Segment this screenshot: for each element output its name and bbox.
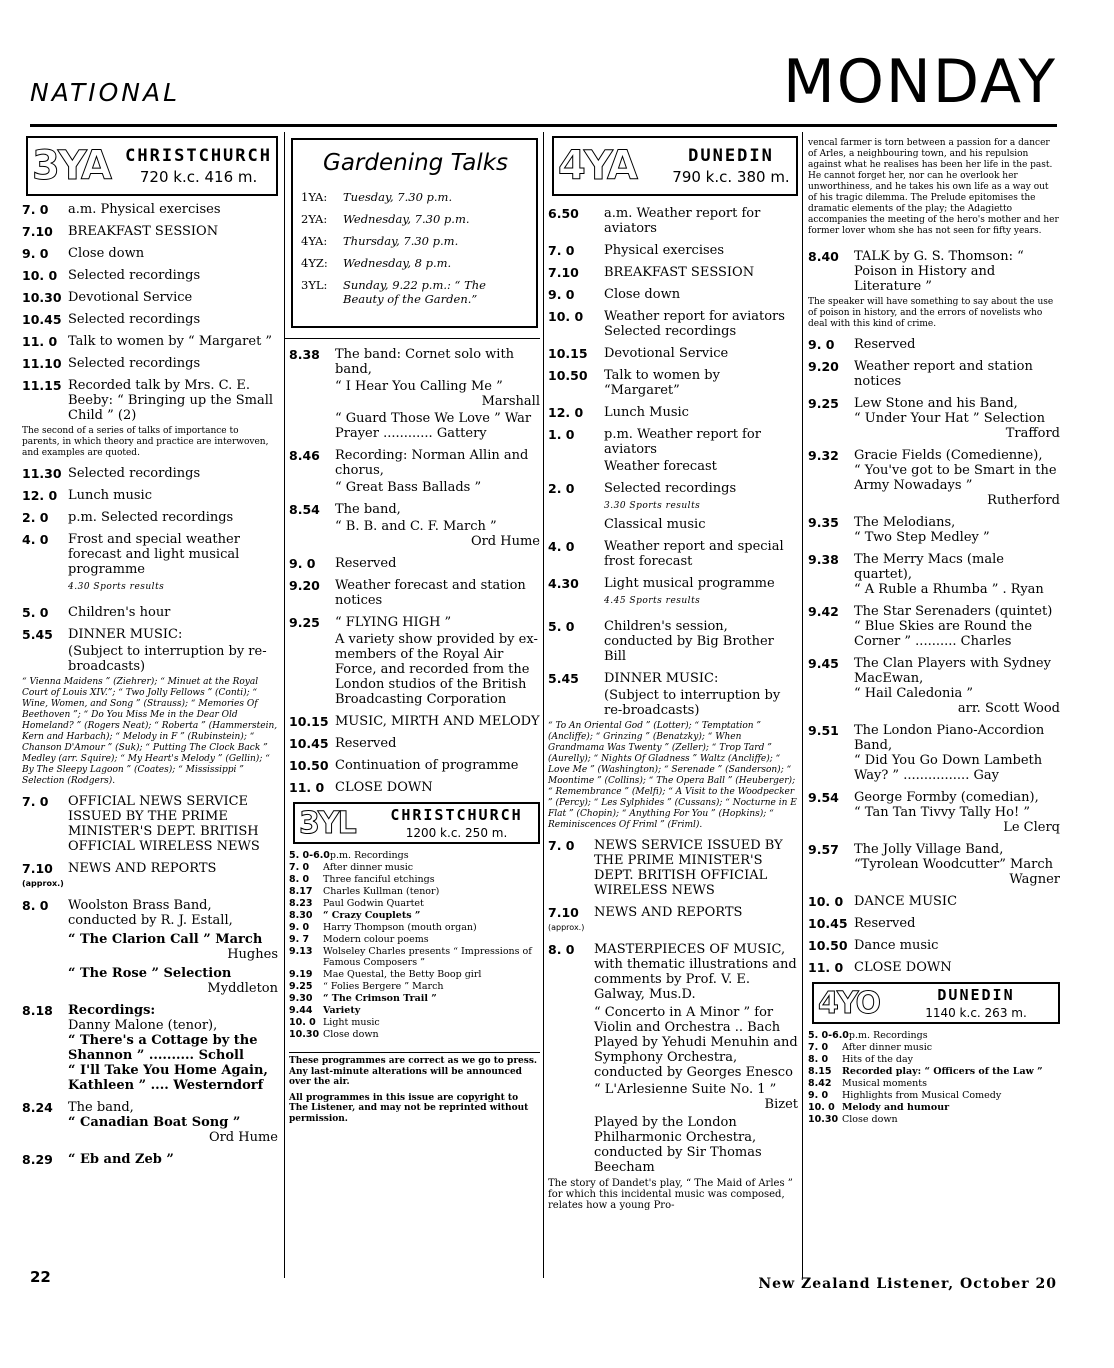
station-banner-3yl (293, 802, 540, 844)
programme-item: 9.20 Weather forecast and station notices (289, 578, 526, 608)
programme-item: 11.30 Selected recordings (22, 466, 201, 481)
list-item: 9.13 Wolseley Charles presents “ Impressions of Famous Composers ” (289, 946, 532, 968)
dinner-music-list: “ Vienna Maidens ” (Ziehrer); “ Minuet at the Royal Court of Louis XIV.”; “ Two Jolly Fellows ” (Conti); “ Wine, Women, and Song ” (Strauss); “ Memories Of Beethoven ”; “ Do You Miss Me in the Dear Old Homeland? ” (Rogers Neat); “ Roberta ” (Hammerstein, Kern and Harbach); “ Melody in F ” (Rubinstein); “ Chanson D'Amour ” (Suk); “ Putting The Clock Back ” Medley (arr. Squire); “ My Heart's Melody ” (Gellin); “ By The Sleepy Lagoon ” (Coates); “ Mississippi ” Selection (Rodgers). (22, 677, 278, 786)
programme-item: 7.10 (approx.) NEWS AND REPORTS (548, 905, 743, 932)
programme-item: 9.51 The London Piano-Accordion Band, “ Did You Go Down Lambeth Way? ” ................ Gay (808, 723, 1045, 783)
gardening-title: Gardening Talks (323, 150, 508, 176)
station-banner-3ya (26, 136, 278, 196)
programme-item: 11. 0 Talk to women by “ Margaret ” (22, 334, 273, 349)
programme-item: 9. 0 Reserved (289, 556, 397, 571)
programme-item: 12. 0 Lunch Music (548, 405, 689, 420)
freq-4yo: 1140 k.c. 263 m. (925, 1006, 1027, 1020)
sports-results: 4.45 Sports results (604, 596, 701, 606)
programme-item: 10.45 Reserved (808, 916, 916, 931)
freq-4ya: 790 k.c. 380 m. (672, 168, 790, 186)
list-item: 9. 0 Highlights from Musical Comedy (808, 1090, 1002, 1101)
column-right (808, 132, 1060, 1278)
programme-item: 8.46 Recording: Norman Allin and chorus, “ Great Bass Ballads ” (289, 448, 529, 495)
list-item: 7. 0 After dinner music (289, 862, 414, 873)
list-item: 5. 0-6.0 p.m. Recordings (808, 1030, 928, 1041)
list-item: 10.30 Close down (289, 1029, 379, 1040)
programme-item: 7.10 (approx.) NEWS AND REPORTS (22, 861, 217, 888)
programme-item: 10.45 Reserved (289, 736, 397, 751)
programme-item: 8.54 The band, “ B. B. and C. F. March ” Ord Hume (289, 502, 540, 549)
programme-item: 7. 0 a.m. Physical exercises (22, 202, 221, 217)
callsign-4ya: 4YA (558, 143, 636, 189)
programme-note: The second of a series of talks of importance to parents, in which theory and practice are interwoven, and examples are quoted. (22, 426, 269, 458)
programme-item: 5.45 DINNER MUSIC: (Subject to interruption by re-broadcasts) (22, 627, 267, 674)
programme-item: 9. 0 Close down (548, 287, 681, 302)
list-item: 9.19 Mae Questal, the Betty Boop girl (289, 969, 482, 980)
callsign-3ya: 3YA (32, 143, 110, 189)
programme-note: The speaker will have something to say about the use of poison in history, and the errors of novelists who deal with this kind of crime. (808, 297, 1054, 329)
programme-item: 8.38 The band: Cornet solo with band, “ I Hear You Calling Me ” Marshall “ Guard Those We Love ” War Prayer ............ Gattery (289, 347, 540, 441)
programme-item: 9.45 The Clan Players with Sydney MacEwan, “ Hail Caledonia ” arr. Scott Wood (808, 656, 1060, 716)
programme-item: 9. 0 Reserved (808, 337, 916, 352)
programme-item: 10.50 Dance music (808, 938, 939, 953)
programme-item: 5. 0 Children's hour (22, 605, 171, 620)
programme-item: 10.15 Devotional Service (548, 346, 729, 361)
programme-item: 10. 0 Weather report for aviators Selected recordings (548, 309, 785, 339)
gardening-row: 1YA: Tuesday, 7.30 p.m. (301, 190, 453, 204)
programme-item: 1. 0 p.m. Weather report for aviators Weather forecast (548, 427, 761, 474)
programme-item: 4.30 Light musical programme 4.45 Sports results (548, 576, 798, 612)
list-item: 8.23 Paul Godwin Quartet (289, 898, 424, 909)
programme-item: 9. 0 Close down (22, 246, 145, 261)
list-item: 10.30 Close down (808, 1114, 898, 1125)
programme-item: 7. 0 Physical exercises (548, 243, 725, 258)
programme-item: 10. 0 DANCE MUSIC (808, 894, 958, 909)
programme-item: 9.54 George Formby (comedian), “ Tan Tan Tivvy Tally Ho! ” Le Clerq (808, 790, 1060, 835)
copyright-note: All programmes in this issue are copyright to The Listener, and may not be reprinted without permission. (289, 1092, 529, 1124)
city-4ya: DUNEDIN (688, 146, 774, 166)
list-item: 5. 0-6.0 p.m. Recordings (289, 850, 409, 861)
sports-results: 4.30 Sports results (68, 582, 165, 592)
callsign-4yo: 4YO (818, 985, 880, 1021)
programme-item: 8.29 “ Eb and Zeb ” (22, 1152, 174, 1167)
list-item: 8.42 Musical moments (808, 1078, 927, 1089)
programme-item: 12. 0 Lunch music (22, 488, 152, 503)
list-item: 9.44 Variety (289, 1005, 361, 1016)
freq-3ya: 720 k.c. 416 m. (139, 168, 258, 186)
programme-item: 9.20 Weather report and station notices (808, 359, 1033, 389)
programme-item: 11. 0 CLOSE DOWN (289, 780, 433, 795)
list-item: 7. 0 After dinner music (808, 1042, 933, 1053)
programme-item: 9.38 The Merry Macs (male quartet), “ A Ruble a Rhumba ” . Ryan (808, 552, 1044, 597)
programme-item: 8.40 TALK by G. S. Thomson: “ Poison in History and Literature ” (808, 249, 1024, 294)
freq-3yl: 1200 k.c. 250 m. (405, 826, 508, 840)
programme-item: 4. 0 Weather report and special frost forecast (548, 539, 784, 569)
programme-item: 10.15 MUSIC, MIRTH AND MELODY (289, 714, 540, 729)
programme-item: 8.24 The band, “ Canadian Boat Song ” Ord Hume (22, 1100, 278, 1145)
schedule-3yl (289, 850, 540, 1040)
programme-item: 9.42 The Star Serenaders (quintet) “ Blue Skies are Round the Corner ” .......... Charles (808, 604, 1053, 649)
programme-item: 7.10 BREAKFAST SESSION (22, 224, 219, 239)
programme-item: 10.45 Selected recordings (22, 312, 201, 327)
city-4yo: DUNEDIN (937, 986, 1015, 1004)
programme-item: 5.45 DINNER MUSIC: (Subject to interruption by re-broadcasts) (548, 671, 781, 718)
publication-footer: New Zealand Listener, October 20 (758, 1276, 1057, 1292)
programme-item: 9.35 The Melodians, “ Two Step Medley ” (808, 515, 990, 545)
section-label: NATIONAL (30, 78, 181, 107)
list-item: 8.30 “ Crazy Couplets ” (289, 910, 421, 921)
gardening-row: 4YZ: Wednesday, 8 p.m. (301, 256, 452, 270)
programme-item: 8.18 Recordings: Danny Malone (tenor), “ There's a Cottage by the Shannon ” .......... Scholl “ I'll Take You Home Again, Kathleen ” .... Westerndorf (22, 1003, 268, 1093)
list-item: 10. 0 Light music (289, 1017, 380, 1028)
programme-item: 9.25 “ FLYING HIGH ” A variety show provided by ex-members of the Royal Air Force, and recorded from the London studios of the British Broadcasting Corporation (289, 615, 538, 707)
list-item: 9. 0 Harry Thompson (mouth organ) (289, 922, 477, 933)
station-banner-4yo (812, 982, 1060, 1024)
city-3ya: CHRISTCHURCH (125, 146, 272, 166)
programme-item: 8. 0 Woolston Brass Band, conducted by R. J. Estall, “ The Clarion Call ” March Hughes “ The Rose ” Selection Myddleton (22, 898, 278, 996)
programme-item: 10.50 Talk to women by “Margaret” (548, 368, 720, 398)
programme-item: 10.30 Devotional Service (22, 290, 193, 305)
list-item: 9.25 “ Folies Bergere ” March (289, 981, 444, 992)
city-3yl: CHRISTCHURCH (390, 806, 523, 824)
programme-item: 10. 0 Selected recordings (22, 268, 201, 283)
programme-item: 7. 0 NEWS SERVICE ISSUED BY THE PRIME MINISTER'S DEPT. BRITISH OFFICIAL WIRELESS NEWS (548, 838, 783, 898)
programme-item: 2. 0 Selected recordings 3.30 Sports results Classical music (548, 481, 798, 532)
callsign-3yl: 3YL (299, 805, 355, 841)
list-item: 8.15 Recorded play: “ Officers of the Law ” (808, 1066, 1043, 1077)
page-number: 22 (30, 1268, 51, 1286)
programme-item: 6.50 a.m. Weather report for aviators (548, 206, 761, 236)
programme-item: 8. 0 MASTERPIECES OF MUSIC, with thematic illustrations and comments by Prof. V. E. Galway, Mus.D. “ Concerto in A Minor ” for Violin and Orchestra .. Bach Played by Yehudi Menuhin and Symphony Orchestra, conducted by Georges Enesco “ L'Arlesienne Suite No. 1 ” Bizet Played by the London Philharmonic Orchestra, conducted by Sir Thomas Beecham (548, 942, 798, 1175)
programme-item: 11.15 Recorded talk by Mrs. C. E. Beeby: “ Bringing up the Small Child ” (2) (22, 378, 274, 423)
programme-item: 11. 0 CLOSE DOWN (808, 960, 952, 975)
programme-item: 2. 0 p.m. Selected recordings (22, 510, 234, 525)
continued-note: vencal farmer is torn between a passion for a dancer of Arles, a neighbouring town, and his repulsion against what he realises has been her life in the past. He cannot forget her, nor can he overlook her unworthiness, and he takes his own life as a way out of his tragic dilemma. The Prelude epitomises the dramatic elements of the play; the Adagietto accompanies the meeting of the hero's mother and her former lover whom she has not seen for fifty years. (808, 138, 1059, 236)
programme-item: 7.10 BREAKFAST SESSION (548, 265, 755, 280)
list-item: 8. 0 Three fanciful etchings (289, 874, 435, 885)
programme-item: 11.10 Selected recordings (22, 356, 201, 371)
page-title: MONDAY (782, 47, 1057, 117)
programme-item: 10.50 Continuation of programme (289, 758, 519, 773)
programme-item: 4. 0 Frost and special weather forecast and light musical programme 4.30 Sports results (22, 532, 278, 598)
list-item: 9.30 “ The Crimson Trail ” (289, 993, 437, 1004)
column-middle (284, 132, 540, 1278)
list-item: 9. 7 Modern colour poems (289, 934, 429, 945)
programme-item: 9.32 Gracie Fields (Comedienne), “ You've got to be Smart in the Army Nowadays ” Rutherford (808, 448, 1060, 508)
sports-results: 3.30 Sports results (604, 501, 701, 511)
gardening-talks-box (291, 138, 538, 328)
gardening-row: 3YL: Sunday, 9.22 p.m.: “ The Beauty of the Garden.” (301, 278, 486, 306)
gardening-row: 4YA: Thursday, 7.30 p.m. (301, 234, 459, 248)
schedule-4yo (808, 1030, 1060, 1125)
column-4ya (543, 132, 803, 1278)
gardening-row: 2YA: Wednesday, 7.30 p.m. (301, 212, 470, 226)
programme-note: The story of Dandet's play, “ The Maid of Arles ” for which this incidental music was composed, relates how a young Pro- (548, 1178, 793, 1211)
programme-item: 9.57 The Jolly Village Band, “Tyrolean Woodcutter” March Wagner (808, 842, 1060, 887)
station-banner-4ya (552, 136, 798, 196)
list-item: 8. 0 Hits of the day (808, 1054, 913, 1065)
header-rule (30, 124, 1057, 127)
dinner-music-list: “ To An Oriental God ” (Lotter); “ Temptation ” (Ancliffe); “ Grinzing ” (Benatzky); “ When Grandmama Was Twenty ” (Zeller); “ Trop Tard ” (Aurelly); “ Nights Of Gladness ” Waltz (Ancliffe); “ Love Me ” (Washington); “ Serenade ” (Sanderson); “ Moontime ” (Collins); “ The Opera Ball ” (Heuberger); “ Remembrance ” (Melfi); “ A Visit to the Woodpecker ” (Percy); “ Les Sylphides ” (Cussans); “ Nocturne in E Flat ” (Chopin); “ Anything For You ” (Hopkins); “ Reminiscences Of Friml ” (Friml). (548, 721, 797, 830)
programme-item: 9.25 Lew Stone and his Band, “ Under Your Hat ” Selection Trafford (808, 396, 1060, 441)
column-3ya (22, 132, 278, 1278)
programme-item: 5. 0 Children's session, conducted by Big Brother Bill (548, 619, 774, 664)
list-item: 8.17 Charles Kullman (tenor) (289, 886, 440, 897)
press-note: These programmes are correct as we go to press. Any last-minute alterations will be announced over the air. (289, 1052, 540, 1088)
list-item: 10. 0 Melody and humour (808, 1102, 950, 1113)
programme-item: 7. 0 OFFICIAL NEWS SERVICE ISSUED BY THE PRIME MINISTER'S DEPT. BRITISH OFFICIAL WIRELESS NEWS (22, 794, 260, 854)
